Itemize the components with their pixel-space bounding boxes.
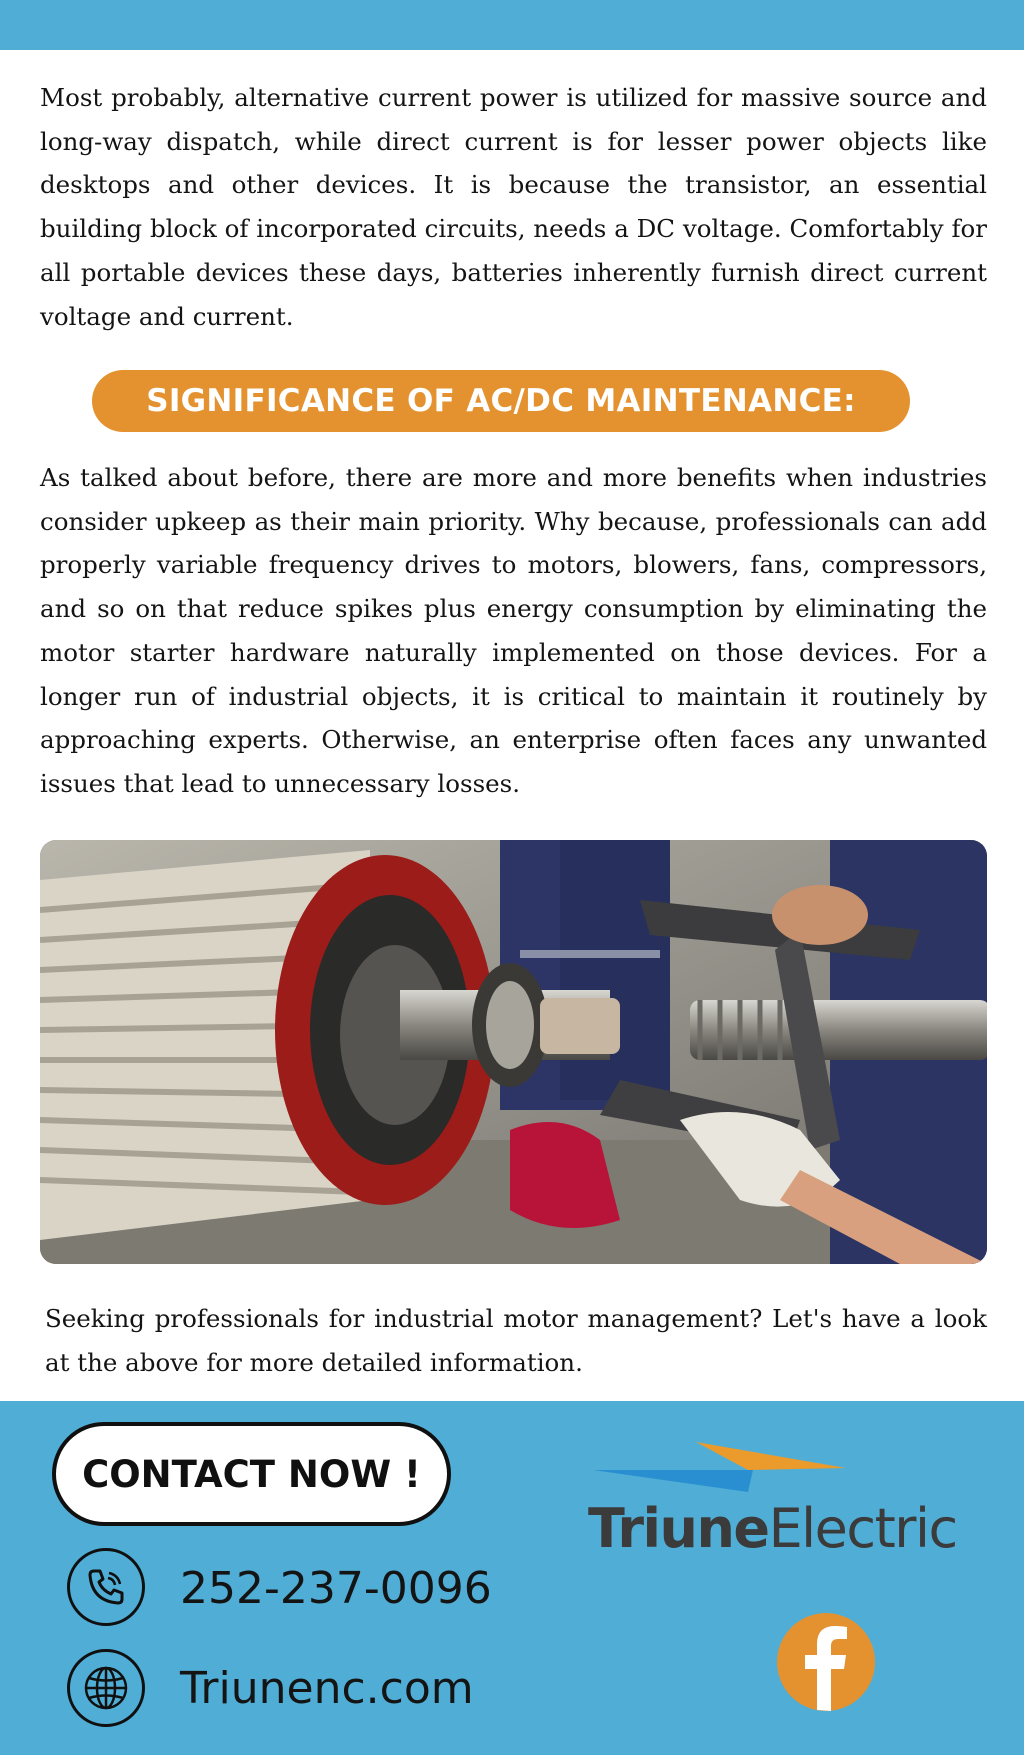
facebook-icon[interactable] bbox=[777, 1613, 875, 1711]
contact-now-button[interactable] bbox=[52, 1422, 451, 1526]
intro-paragraph: Most probably, alternative current power is utilized for massive source and long-way dispatch, while direct current is for lesser power objects like desktops and other devices. It is because the transistor, an essential building block of incorporated circuits, needs a DC voltage. Comfortably for all portable devices these days, batteries inherently furnish direct current voltage and current. bbox=[40, 83, 987, 331]
phone-icon bbox=[67, 1548, 145, 1626]
maintenance-paragraph: As talked about before, there are more and more benefits when industries consider upkeep as their main priority. Why because, professionals can add properly variable frequency drives to motors, blowers, fans, compressors, and so on that reduce spikes plus energy consumption by eliminating the motor starter hardware naturally implemented on those devices. For a longer run of industrial objects, it is critical to maintain it routinely by approaching experts. Otherwise, an enterprise often faces any unwanted issues that lead to unnecessary losses. bbox=[40, 463, 987, 798]
section-heading-text: SIGNIFICANCE OF AC/DC MAINTENANCE: bbox=[146, 383, 856, 419]
top-band bbox=[0, 0, 1024, 50]
website-link[interactable]: Triunenc.com bbox=[180, 1663, 474, 1714]
closing-paragraph: Seeking professionals for industrial motor management? Let's have a look at the above for more detailed information. bbox=[45, 1304, 987, 1377]
logo-word-light: Electric bbox=[768, 1497, 957, 1560]
triune-electric-logo bbox=[588, 1440, 968, 1565]
phone-number[interactable]: 252-237-0096 bbox=[180, 1563, 492, 1614]
logo-word-bold: Triune bbox=[588, 1497, 769, 1560]
contact-now-label: CONTACT NOW ! bbox=[82, 1452, 421, 1496]
globe-icon bbox=[67, 1649, 145, 1727]
section-heading bbox=[92, 370, 910, 432]
logo-wordmark bbox=[588, 1497, 957, 1560]
motor-repair-photo bbox=[40, 840, 987, 1264]
